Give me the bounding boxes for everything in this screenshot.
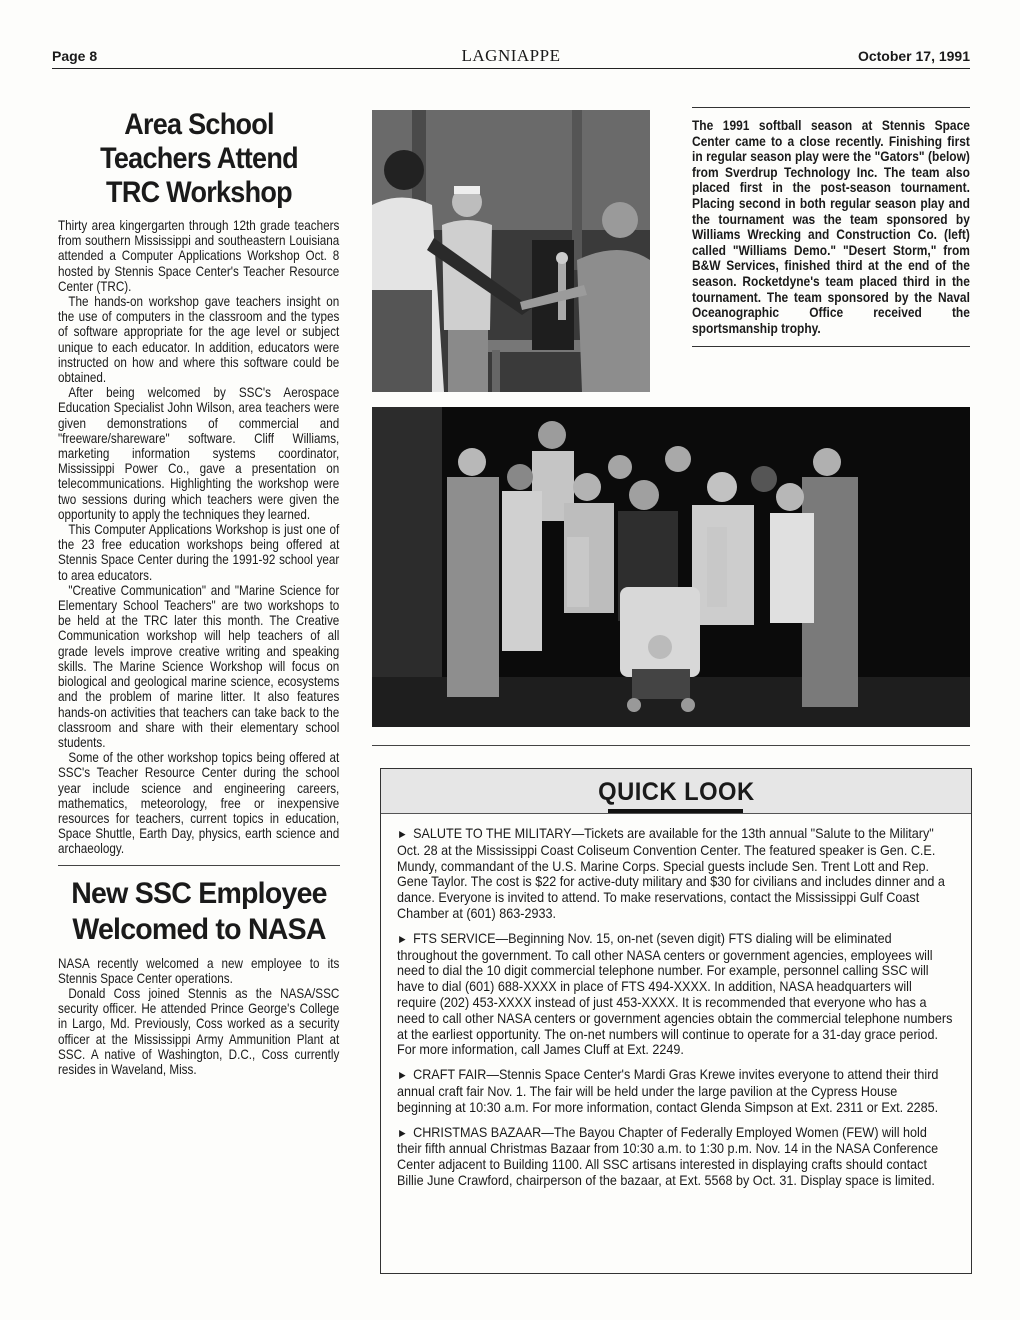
quick-look-title: QUICK LOOK — [597, 778, 755, 806]
gators-team-photo — [372, 407, 970, 727]
item-text: CHRISTMAS BAZAAR—The Bayou Chapter of Federally Employed Women (FEW) will hold their fifth annual Christmas Bazaar from 10:30 a.m. to 1:30 p.m. Nov. 14 in the NASA Conference Center adjacent to Building 1100. All SSC artisans interested in displaying crafts should contact Billie June Crawford, chairperson of the bazaar, at Ext. 5568 by Oct. 31. Display space is limited. — [397, 1123, 939, 1188]
arrow-icon: ► — [397, 1068, 408, 1083]
divider — [58, 865, 340, 866]
divider — [372, 745, 970, 746]
item-text: FTS SERVICE—Beginning Nov. 15, on-net (seven digit) FTS dialing will be eliminated throughout the government. To call other NASA centers or government agencies, employees will need to dial the 10 digit commercial telephone number. For example, personnel calling SSC will have to dial (601) 688-XXXX in place of FTS 494-XXXX. In addition, NASA headquarters will require (202) 453-XXXX instead of just 453-XXXX. It is recommended that everyone who has a need to call other NASA centers or government agencies obtain the commercial telephone numbers at the earliest opportunity. The on-net numbers will continue to operate for a 31-day grace period. For more information, call James Cluff at Ext. 2249. — [397, 929, 953, 1058]
article-body-employee — [58, 956, 339, 1078]
arrow-icon: ► — [397, 1125, 408, 1140]
left-column — [58, 108, 340, 1077]
article-body-trc — [58, 218, 339, 857]
quick-look-items — [381, 814, 971, 1189]
arrow-icon: ► — [397, 827, 408, 841]
trophy-photo-image — [372, 110, 650, 392]
title-underline — [608, 809, 743, 813]
item-text: SALUTE TO THE MILITARY—Tickets are available for the 13th annual "Salute to the Military" Oct. 28 at the Mississippi Coast Coliseum Convention Center. The featured speaker is Gen. C.E. Mundy, commandant of the U.S. Marine Corps. Special guests include Sen. Trent Lott and Rep. Gene Taylor. The cost is $22 for active-duty military and $30 for civilians and includes dinner and a dance. Everyone is invited to attend. To make reservations, contact the Mississippi Gulf Coast Chamber at (601) 863-2933. — [397, 825, 945, 921]
paragraph: This Computer Applications Workshop is just one of the 23 free education workshops being offered at Stennis Space Center during the 1991-92 school year to area educators. — [58, 522, 340, 583]
softball-trophy-photo — [372, 110, 650, 392]
paragraph: "Creative Communication" and "Marine Science for Elementary School Teachers" are two workshops to be held at the TRC later this month. The Creative Communication workshop will help teachers of all grade levels improve creative writing and speaking skills. The Marine Science Workshop will focus on biological and geological marine science, ecosystems and the problem of marine litter. It also features hands-on activities that teachers can take back to the classroom and share with their elementary school students. — [58, 582, 340, 750]
publication-title: LAGNIAPPE — [461, 46, 561, 65]
photo-caption-box — [692, 107, 970, 347]
paragraph: NASA recently welcomed a new employee to its Stennis Space Center operations. — [58, 955, 340, 986]
paragraph: After being welcomed by SSC's Aerospace Education Specialist John Wilson, area teachers were given demonstrations of commercial and "freeware/shareware" software. Cliff Williams, marketing information systems coordinator, Mississippi Power Co., gave a presentation on telecommunications. Highlighting the workshop were two sessions during which teachers were given the opportunity to apply the techniques they learned. — [58, 385, 340, 522]
quick-look-item — [397, 826, 954, 922]
page-number: Page 8 — [52, 48, 98, 64]
quick-look-item — [397, 1067, 954, 1115]
softball-caption: The 1991 softball season at Stennis Space Center came to a close recently. Finishing first in regular season play were the "Gators" (below) from Sverdrup Technology Inc. The team also placed first in the post-season tournament. Placing second in both regular season play and the tournament was the team sponsored by Williams Wrecking and Construction Co. (left) called "Williams Demo." "Desert Storm," from B&W Services, finished third at the end of the season. Rocketdyne's team placed third in the tournament. The team sponsored by the Naval Oceanographic Office received the sportsmanship trophy. — [692, 118, 970, 336]
arrow-icon: ► — [397, 931, 408, 946]
quick-look-item — [397, 1125, 954, 1189]
item-text: CRAFT FAIR—Stennis Space Center's Mardi Gras Krewe invites everyone to attend their third annual craft fair Nov. 1. The fair will be held under the large pavilion at the Cypress House beginning at 10:30 a.m. For more information, contact Glenda Simpson at Ext. 2311 or Ext. 2285. — [397, 1066, 939, 1115]
quick-look-item — [397, 931, 954, 1058]
team-photo-image — [372, 407, 970, 727]
quick-look-box — [380, 768, 972, 1274]
paragraph: Thirty area kingergarten through 12th grade teachers from southern Mississippi and southeastern Louisiana attended a Computer Applications Workshop Oct. 8 hosted by Stennis Space Center's Teacher Resource Center (TRC). — [58, 218, 340, 294]
issue-date: October 17, 1991 — [857, 48, 970, 64]
masthead — [52, 42, 970, 69]
paragraph: Donald Coss joined Stennis as the NASA/SSC security officer. He attended Prince George's College in Largo, Md. Previously, Coss worked as a security officer at the Mississippi Army Ammunition Plant at SSC. A native of Washington, D.C., Coss currently resides in Waveland, Miss. — [58, 985, 340, 1077]
article-headline-trc: Area School Teachers Attend TRC Workshop — [100, 108, 298, 209]
paragraph: The hands-on workshop gave teachers insight on the use of computers in the classroom and the types of software appropriate for the age level or subject unique to each educator. In addition, educators were instructed on how and where this software could be obtained. — [58, 294, 340, 386]
paragraph: Some of the other workshop topics being offered at SSC's Teacher Resource Center during the school year include science and engineering careers, mathematics, meteorology, free or inexpensive resources for teachers, current topics in education, Space Shuttle, Earth Day, physics, earth science and archaeology. — [58, 750, 340, 857]
quick-look-header — [381, 769, 971, 814]
article-headline-employee: New SSC Employee Welcomed to NASA — [71, 876, 327, 946]
